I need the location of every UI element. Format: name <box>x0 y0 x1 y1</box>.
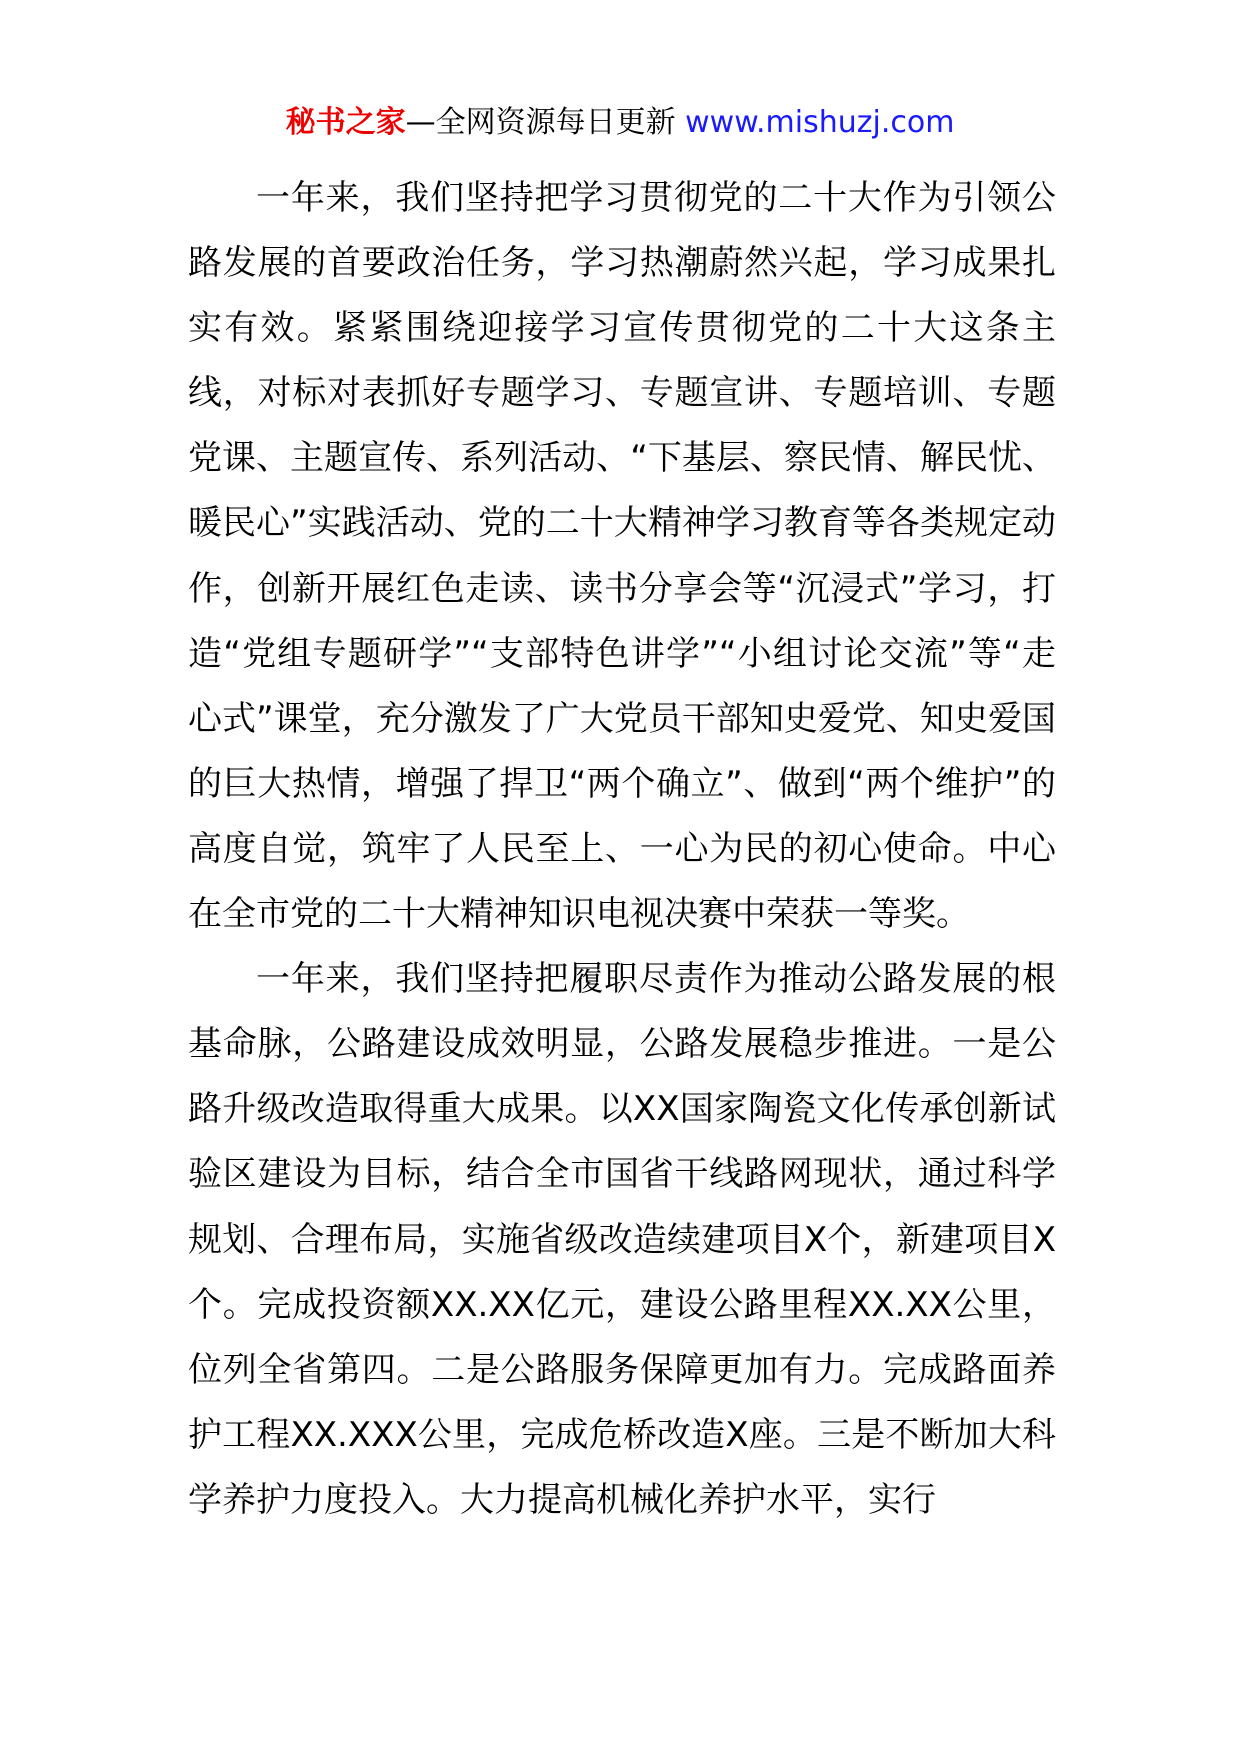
paragraph-duty: 一年来，我们坚持把履职尽责作为推动公路发展的根基命脉，公路建设成效明显，公路发展稳步推进。一是公路升级改造取得重大成果。以XX国家陶瓷文化传承创新试验区建设为目标，结合全市国省干线路网现状，通过科学规划、合理布局，实施省级改造续建项目X个，新建项目X个。完成投资额XX.XX亿元，建设公路里程XX.XX公里，位列全省第四。二是公路服务保障更加有力。完成路面养护工程XX.XXX公里，完成危桥改造X座。三是不断加大科学养护力度投入。大力提高机械化养护水平，实行 <box>188 959 1056 1520</box>
brand-name: 秘书之家 <box>285 105 406 140</box>
paragraph-study: 一年来，我们坚持把学习贯彻党的二十大作为引领公路发展的首要政治任务，学习热潮蔚然兴起，学习成果扎实有效。紧紧围绕迎接学习宣传贯彻党的二十大这条主线，对标对表抓好专题学习、专题宣讲、专题培训、专题党课、主题宣传、系列活动、“下基层、察民情、解民忧、暖民心”实践活动、党的二十大精神学习教育等各类规定动作，创新开展红色走读、读书分享会等“沉浸式”学习，打造“党组专题研学”“支部特色讲学”“小组讨论交流”等“走心式”课堂，充分激发了广大党员干部知史爱党、知史爱国的巨大热情，增强了捍卫“两个确立”、做到“两个维护”的高度自觉，筑牢了人民至上、一心为民的初心使命。中心在全市党的二十大精神知识电视决赛中荣获一等奖。 <box>188 178 1056 935</box>
watermark-header <box>0 101 1240 145</box>
header-slogan: —全网资源每日更新 <box>405 105 686 140</box>
header-url[interactable]: www.mishuzj.com <box>685 105 955 140</box>
document-body <box>188 166 1056 1533</box>
